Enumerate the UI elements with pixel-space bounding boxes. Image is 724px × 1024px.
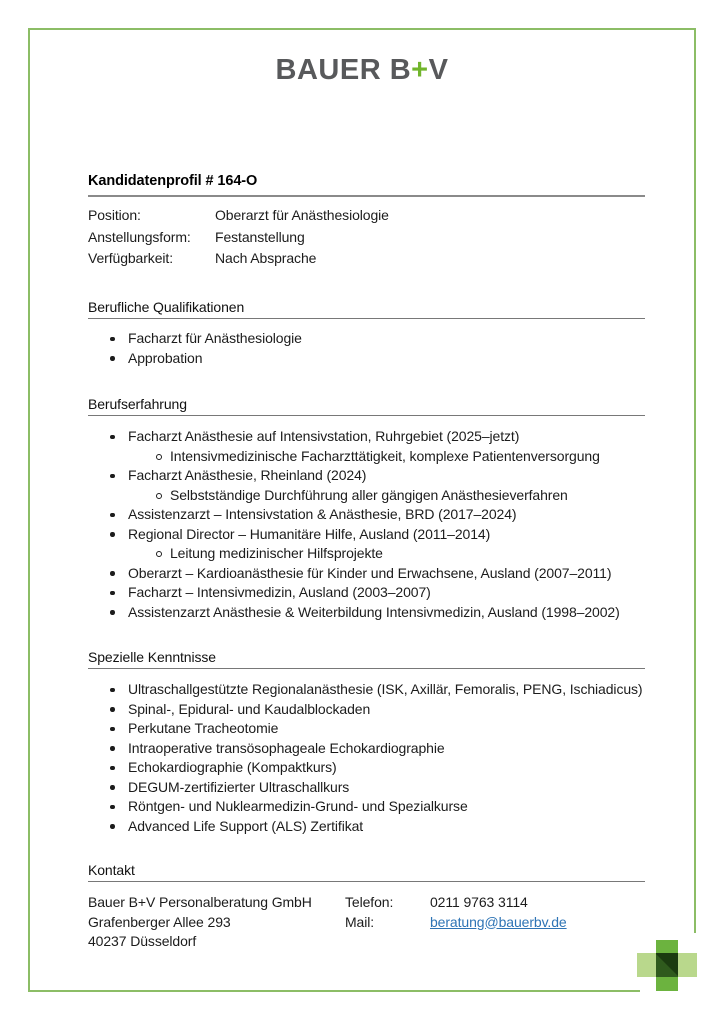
contact-city: 40237 Düsseldorf xyxy=(88,933,197,949)
document-title: Kandidatenprofil # 164-O xyxy=(88,172,645,197)
field-row-position xyxy=(88,205,645,227)
qualifications-list xyxy=(88,329,645,368)
list-item: Oberarzt – Kardioanästhesie für Kinder und Erwachsene, Ausland (2007–2011) xyxy=(88,564,645,584)
contact-phone-value: 0211 9763 3114 xyxy=(430,894,528,910)
list-item: Ultraschallgestützte Regionalanästhesie (ISK, Axillär, Femoralis, PENG, Ischiadicus) xyxy=(88,680,645,700)
field-value: Festanstellung xyxy=(215,228,305,245)
contact-street: Grafenberger Allee 293 xyxy=(88,913,231,930)
field-label: Verfügbarkeit: xyxy=(88,250,173,266)
page-border-top xyxy=(28,28,696,30)
list-item: Advanced Life Support (ALS) Zertifikat xyxy=(88,817,645,837)
list-item: Regional Director – Humanitäre Hilfe, Ausland (2011–2014) xyxy=(88,525,645,545)
list-item: Spinal-, Epidural- und Kaudalblockaden xyxy=(88,700,645,720)
green-cross-icon xyxy=(637,940,697,991)
contact-email-link[interactable]: beratung@bauerbv.de xyxy=(430,913,567,930)
profile-fields xyxy=(88,205,645,270)
page-border-left xyxy=(28,28,30,992)
list-item: Röntgen- und Nuklearmedizin-Grund- und Spezialkurse xyxy=(88,797,645,817)
logo-text-suffix: V xyxy=(428,54,449,86)
section-heading-qualifications: Berufliche Qualifikationen xyxy=(88,298,645,319)
list-item: Echokardiographie (Kompaktkurs) xyxy=(88,758,645,778)
field-value: Oberarzt für Anästhesiologie xyxy=(215,207,389,223)
skills-list xyxy=(88,680,645,836)
field-value: Nach Absprache xyxy=(215,250,317,266)
list-item: Approbation xyxy=(88,349,645,369)
contact-block xyxy=(88,893,645,955)
contact-phone-label: Telefon: xyxy=(345,894,394,910)
list-subitem: Selbstständige Durchführung aller gängigen Anästhesieverfahren xyxy=(88,486,645,506)
list-item: Facharzt für Anästhesiologie xyxy=(88,329,645,349)
cross-overlap xyxy=(656,953,678,977)
company-logo xyxy=(0,56,724,85)
field-label: Position: xyxy=(88,207,141,223)
page-border-bottom xyxy=(28,990,640,992)
list-subitem: Intensivmedizinische Facharzttätigkeit, komplexe Patientenversorgung xyxy=(88,447,645,467)
section-heading-contact: Kontakt xyxy=(88,861,645,882)
section-heading-experience: Berufserfahrung xyxy=(88,395,645,416)
field-label: Anstellungsform: xyxy=(88,228,191,245)
section-heading-skills: Spezielle Kenntnisse xyxy=(88,648,645,669)
list-item: Intraoperative transösophageale Echokardiographie xyxy=(88,739,645,759)
list-item: Facharzt Anästhesie auf Intensivstation, Ruhrgebiet (2025–jetzt) xyxy=(88,427,645,447)
contact-company: Bauer B+V Personalberatung GmbH xyxy=(88,894,312,910)
contact-mail-label: Mail: xyxy=(345,913,375,930)
list-item: DEGUM-zertifizierter Ultraschallkurs xyxy=(88,778,645,798)
field-row-availability xyxy=(88,248,645,270)
logo-text-prefix: BAUER B xyxy=(275,54,412,86)
list-item: Perkutane Tracheotomie xyxy=(88,719,645,739)
list-item: Facharzt Anästhesie, Rheinland (2024) xyxy=(88,466,645,486)
list-item: Assistenzarzt Anästhesie & Weiterbildung Intensivmedizin, Ausland (1998–2002) xyxy=(88,603,645,623)
page-border-right xyxy=(694,28,696,933)
logo-plus-icon: + xyxy=(411,54,429,86)
list-item: Facharzt – Intensivmedizin, Ausland (2003–2007) xyxy=(88,583,645,603)
list-item: Assistenzarzt – Intensivstation & Anästhesie, BRD (2017–2024) xyxy=(88,505,645,525)
field-row-employment-type xyxy=(88,227,645,249)
list-subitem: Leitung medizinischer Hilfsprojekte xyxy=(88,544,645,564)
experience-list xyxy=(88,427,645,622)
